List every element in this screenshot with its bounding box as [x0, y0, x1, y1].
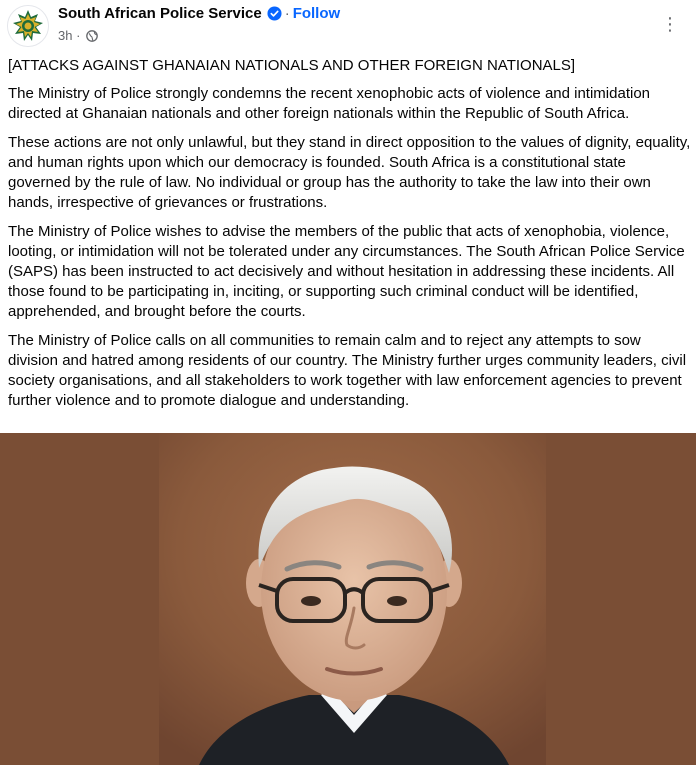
page-avatar[interactable]: [7, 5, 49, 47]
post-paragraph-2: These actions are not only unlawful, but they stand in direct opposition to the values of dignity, equality, and human rights upon which our democracy is founded. South Africa is a constitutional state governed by the rule of law. No individual or group has the authority to take the law into their own hands, irrespective of grievances or frustrations.: [8, 134, 691, 211]
meta-separator: ·: [76, 28, 81, 43]
post-meta: [58, 28, 98, 45]
post-paragraph-4: The Ministry of Police calls on all communities to remain calm and to reject any attempts to sow division and hatred among residents of our country. The Ministry further urges community leaders, civil society organisations, and all stakeholders to work together with law enforcement agencies to prevent further violence and to promote dialogue and understanding.: [8, 332, 687, 409]
post-timestamp[interactable]: 3h: [58, 28, 73, 43]
post-header: [0, 0, 696, 54]
header-separator: ·: [284, 5, 290, 22]
globe-icon[interactable]: [86, 30, 98, 45]
portrait-image: [159, 433, 546, 765]
post-paragraph-1: The Ministry of Police strongly condemns the recent xenophobic acts of violence and intimidation directed at Ghanaian nationals and other foreign nationals within the Republic of South Africa.: [8, 85, 651, 122]
post-body: [8, 56, 692, 420]
post-paragraph-3: The Ministry of Police wishes to advise the members of the public that acts of xenophobia, violence, looting, or intimidation will not be tolerated under any circumstances. The South African Police Service (SAPS) has been instructed to act decisively and without hesitation in addressing these incidents. All those found to be participating in, inciting, or supporting such criminal conduct will be identified, apprehended, and brought before the courts.: [8, 223, 685, 320]
page-name-row: [58, 5, 340, 25]
follow-button[interactable]: Follow: [292, 5, 341, 22]
verified-badge-icon: [267, 6, 282, 25]
post-photo[interactable]: [0, 433, 696, 765]
saps-badge-logo-icon: [8, 6, 48, 46]
page-name-link[interactable]: South African Police Service: [58, 5, 262, 22]
post-heading: [ATTACKS AGAINST GHANAIAN NATIONALS AND OTHER FOREIGN NATIONALS]: [8, 57, 576, 74]
more-options-icon[interactable]: ⋮: [661, 14, 679, 34]
